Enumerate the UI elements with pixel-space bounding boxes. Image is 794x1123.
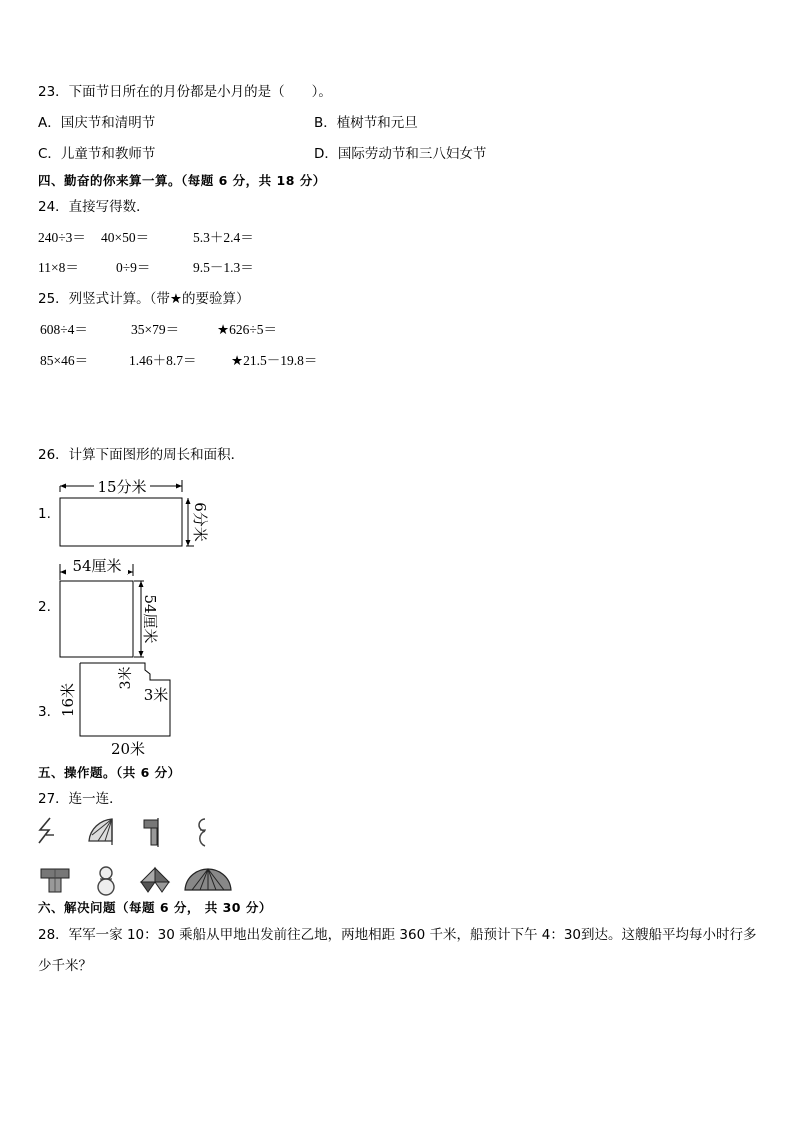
q25-stem: 25．列竖式计算。（带★的要验算） [38,291,250,307]
fig3-left-label: 16米 [59,682,77,718]
half-mushroom-icon [140,814,164,850]
square-figure-2 [50,552,170,662]
notched-figure-3 [55,660,180,760]
half-pinwheel-icon [36,815,60,849]
q26-stem: 26．计算下面图形的周长和面积． [38,447,245,463]
snowman-icon [93,864,119,896]
q25-r2-c2: 1.46＋8.7＝ [129,353,197,368]
mushroom-icon [38,866,72,894]
fig1-number: 1. [38,506,51,522]
half-snowman-icon [193,815,213,849]
fig3-notch-vertical-label: 3米 [118,666,134,690]
fig2-width-label: 54厘米 [72,557,122,575]
q23-option-c: C．儿童节和教师节 [38,146,156,162]
section-4-title: 四、勤奋的你来算一算。（每题 6 分，共 18 分） [38,173,326,188]
q24-stem: 24．直接写得数． [38,199,150,215]
pinwheel-icon [138,865,172,895]
q25-r2-c3: ★21.5－19.8＝ [231,353,318,368]
umbrella-icon [182,866,234,894]
section-6-title: 六、解决问题（每题 6 分， 共 30 分） [38,900,272,915]
q25-r1-c3: ★626÷5＝ [217,322,278,337]
fig1-height-label: 6分米 [191,502,209,542]
q23-stem: 23．下面节日所在的月份都是小月的是（ ）。 [38,84,332,100]
q27-stem: 27．连一连． [38,791,123,807]
q24-r1-c1: 240÷3＝ [38,230,86,245]
q24-r2-c2: 0÷9＝ [116,260,151,275]
q23-option-d: D．国际劳动节和三八妇女节 [314,146,487,162]
fig2-number: 2. [38,599,51,615]
section-5-title: 五、操作题。（共 6 分） [38,765,181,780]
q23-option-a: A．国庆节和清明节 [38,115,156,131]
rectangle-figure-1 [50,476,220,552]
q24-r1-c2: 40×50＝ [101,230,150,245]
q28-line-2: 少千米？ [38,958,92,974]
q25-r1-c1: 608÷4＝ [40,322,88,337]
q24-r1-c3: 5.3＋2.4＝ [193,230,254,245]
fig3-bottom-label: 20米 [110,740,146,758]
q24-r2-c1: 11×8＝ [38,260,79,275]
q23-option-b: B．植树节和元旦 [314,115,418,131]
q25-r1-c2: 35×79＝ [131,322,180,337]
fig3-notch-horizontal-label: 3米 [143,686,169,704]
q24-r2-c3: 9.5－1.3＝ [193,260,254,275]
fig1-width-label: 15分米 [97,478,147,496]
half-umbrella-icon [86,815,116,847]
q28-line-1: 28．军军一家 10：30 乘船从甲地出发前往乙地，两地相距 360 千米，船预计下午 4：30到达。这艘船平均每小时行多 [38,927,757,943]
fig2-height-label: 54厘米 [141,594,159,644]
fig3-number: 3. [38,704,51,720]
q25-r2-c1: 85×46＝ [40,353,89,368]
